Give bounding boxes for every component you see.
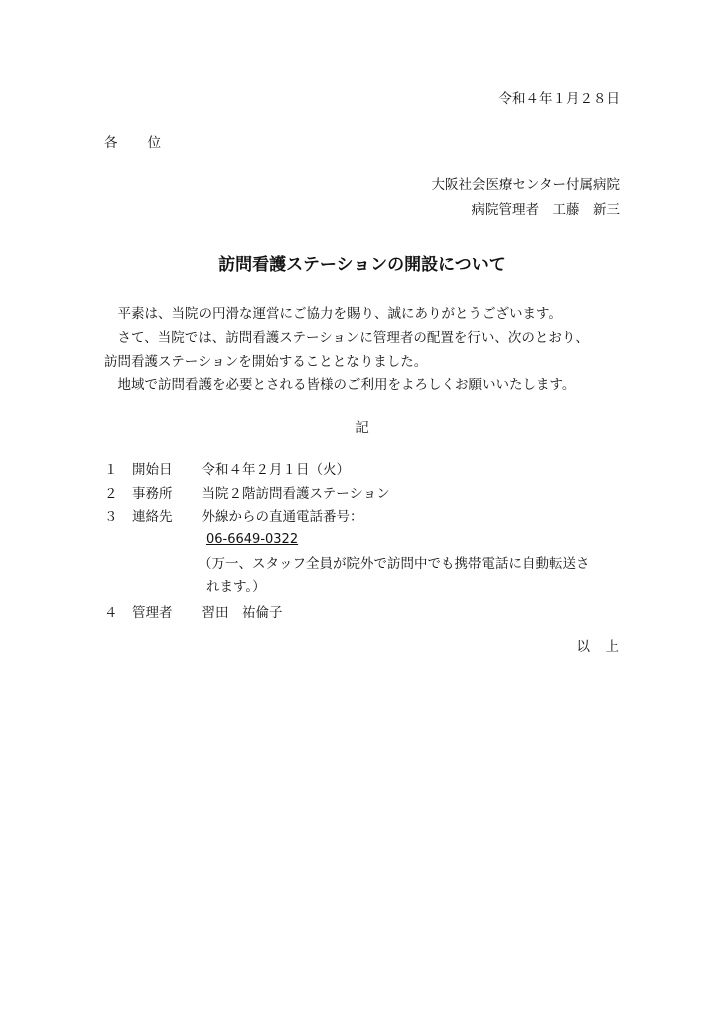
item-number: ２: [104, 486, 118, 502]
contact-note-line: れます。）: [206, 579, 266, 595]
addressee: 各 位: [104, 135, 162, 151]
phone-number: 06-6649-0322: [206, 532, 299, 547]
document-title: 訪問看護ステーションの開設について: [218, 255, 506, 275]
closing-ijo: 以 上: [576, 639, 620, 655]
ki-heading: 記: [355, 420, 369, 436]
item-value: 外線からの直通電話番号：: [201, 509, 364, 525]
list-item-contact: [104, 508, 364, 526]
sender-name: 病院管理者 工藤 新三: [471, 202, 620, 218]
body-paragraph-line: 平素は、当院の円滑な運営にご協力を賜り、誠にありがとうございます。: [117, 306, 562, 322]
item-label: 管理者: [132, 605, 173, 621]
item-label: 連絡先: [132, 509, 173, 525]
list-item-start-date: [104, 461, 350, 479]
item-number: １: [104, 462, 118, 478]
item-number: ３: [104, 509, 118, 525]
body-paragraph-line: 地域で訪問看護を必要とされる皆様のご利用をよろしくお願いいたします。: [117, 377, 576, 393]
item-value: 令和４年２月１日（火）: [201, 462, 350, 478]
document-date: 令和４年１月２８日: [498, 91, 620, 107]
item-value: 習田 祐倫子: [201, 605, 283, 621]
contact-note-line: （万一、スタッフ全員が院外で訪問中でも携帯電話に自動転送さ: [198, 556, 590, 572]
body-paragraph-line: さて、当院では、訪問看護ステーションに管理者の配置を行い、次のとおり、: [117, 330, 589, 346]
item-label: 開始日: [132, 462, 173, 478]
item-value: 当院２階訪問看護ステーション: [201, 486, 390, 502]
item-label: 事務所: [132, 486, 173, 502]
list-item-office: [104, 485, 390, 503]
item-number: ４: [104, 605, 118, 621]
list-item-manager: [104, 604, 283, 622]
body-paragraph-line: 訪問看護ステーションを開始することとなりました。: [104, 354, 428, 370]
sender-organization: 大阪社会医療センター付属病院: [431, 177, 620, 193]
